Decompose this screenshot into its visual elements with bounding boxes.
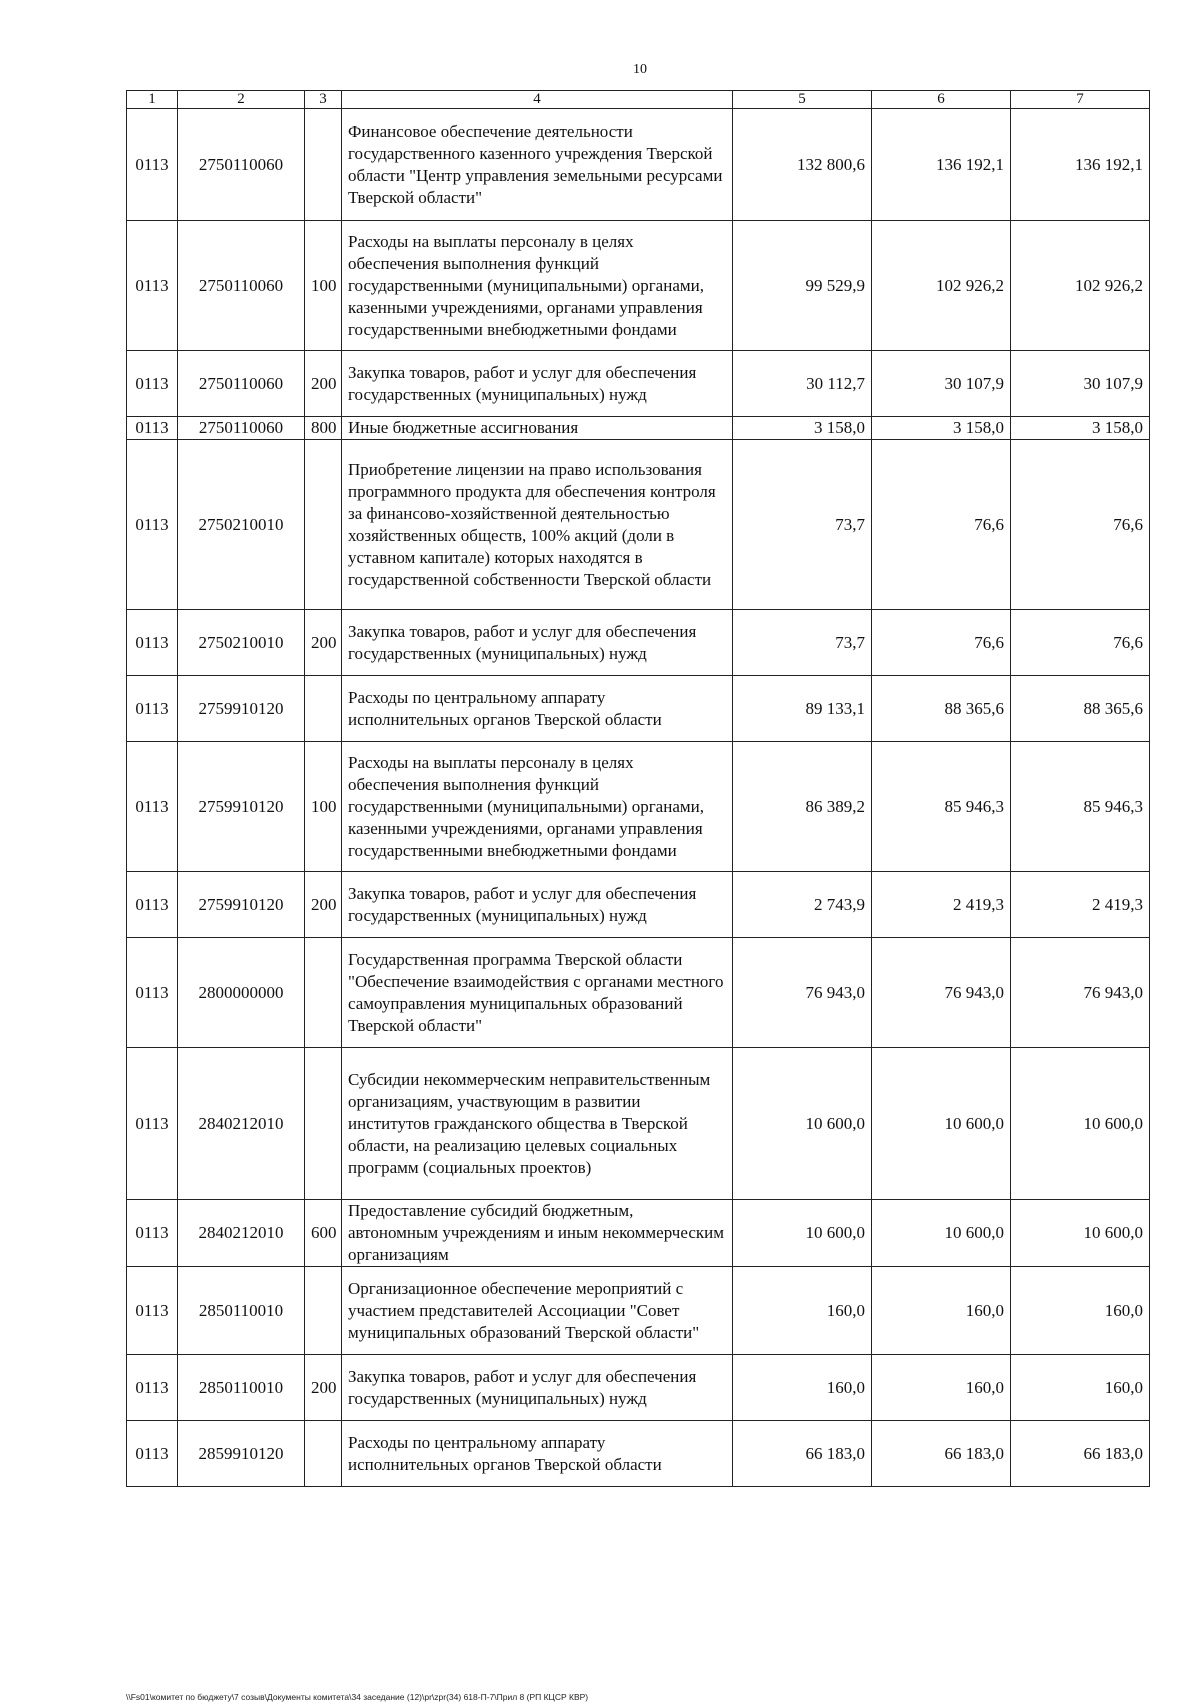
- amount-col5-cell: 73,7: [733, 610, 872, 676]
- amount-col6-cell: 30 107,9: [872, 351, 1011, 417]
- amount-col5-cell: 89 133,1: [733, 676, 872, 742]
- table-row: [127, 610, 1150, 676]
- amount-col7-cell: 10 600,0: [1011, 1200, 1150, 1267]
- amount-col5-cell: 73,7: [733, 440, 872, 610]
- table-row: [127, 1421, 1150, 1487]
- expense-type-code-cell: 100: [305, 221, 342, 351]
- expense-type-code-cell: 200: [305, 351, 342, 417]
- section-code-cell: 0113: [127, 872, 178, 938]
- amount-col6-cell: 10 600,0: [872, 1200, 1011, 1267]
- expense-type-code-cell: 200: [305, 610, 342, 676]
- target-article-code-cell: 2750210010: [178, 440, 305, 610]
- amount-col5-cell: 160,0: [733, 1355, 872, 1421]
- target-article-code-cell: 2750110060: [178, 221, 305, 351]
- amount-col6-cell: 2 419,3: [872, 872, 1011, 938]
- target-article-code-cell: 2759910120: [178, 742, 305, 872]
- table-row: [127, 742, 1150, 872]
- section-code-cell: 0113: [127, 1355, 178, 1421]
- description-cell: Расходы на выплаты персоналу в целях обеспечения выполнения функций государственными (муниципальными) органами, казенными учреждениями, органами управления государственными внебюджетными фондами: [342, 742, 733, 872]
- target-article-code-cell: 2750110060: [178, 351, 305, 417]
- amount-col7-cell: 76,6: [1011, 440, 1150, 610]
- description-cell: Иные бюджетные ассигнования: [342, 417, 733, 440]
- amount-col6-cell: 85 946,3: [872, 742, 1011, 872]
- description-cell: Расходы на выплаты персоналу в целях обеспечения выполнения функций государственными (муниципальными) органами, казенными учреждениями, органами управления государственными внебюджетными фондами: [342, 221, 733, 351]
- amount-col5-cell: 86 389,2: [733, 742, 872, 872]
- description-cell: Закупка товаров, работ и услуг для обеспечения государственных (муниципальных) нужд: [342, 610, 733, 676]
- amount-col7-cell: 76 943,0: [1011, 938, 1150, 1048]
- expense-type-code-cell: 200: [305, 1355, 342, 1421]
- amount-col5-cell: 2 743,9: [733, 872, 872, 938]
- expense-type-code-cell: 600: [305, 1200, 342, 1267]
- target-article-code-cell: 2759910120: [178, 872, 305, 938]
- expense-type-code-cell: 100: [305, 742, 342, 872]
- amount-col5-cell: 132 800,6: [733, 109, 872, 221]
- target-article-code-cell: 2859910120: [178, 1421, 305, 1487]
- amount-col6-cell: 136 192,1: [872, 109, 1011, 221]
- section-code-cell: 0113: [127, 1200, 178, 1267]
- amount-col6-cell: 10 600,0: [872, 1048, 1011, 1200]
- table-row: [127, 938, 1150, 1048]
- amount-col7-cell: 136 192,1: [1011, 109, 1150, 221]
- section-code-cell: 0113: [127, 109, 178, 221]
- expense-type-code-cell: [305, 109, 342, 221]
- section-code-cell: 0113: [127, 676, 178, 742]
- target-article-code-cell: 2750210010: [178, 610, 305, 676]
- amount-col7-cell: 160,0: [1011, 1355, 1150, 1421]
- amount-col7-cell: 102 926,2: [1011, 221, 1150, 351]
- amount-col5-cell: 66 183,0: [733, 1421, 872, 1487]
- amount-col6-cell: 102 926,2: [872, 221, 1011, 351]
- amount-col5-cell: 3 158,0: [733, 417, 872, 440]
- description-cell: Государственная программа Тверской области "Обеспечение взаимодействия с органами местного самоуправления муниципальных образований Тверской области": [342, 938, 733, 1048]
- section-code-cell: 0113: [127, 440, 178, 610]
- amount-col7-cell: 30 107,9: [1011, 351, 1150, 417]
- amount-col6-cell: 160,0: [872, 1355, 1011, 1421]
- column-header: 2: [178, 91, 305, 109]
- target-article-code-cell: 2850110010: [178, 1355, 305, 1421]
- table-row: [127, 440, 1150, 610]
- amount-col5-cell: 160,0: [733, 1267, 872, 1355]
- column-header: 6: [872, 91, 1011, 109]
- budget-table: [126, 90, 1150, 1487]
- expense-type-code-cell: [305, 1048, 342, 1200]
- amount-col7-cell: 76,6: [1011, 610, 1150, 676]
- amount-col5-cell: 99 529,9: [733, 221, 872, 351]
- amount-col6-cell: 76 943,0: [872, 938, 1011, 1048]
- table-row: [127, 221, 1150, 351]
- description-cell: Предоставление субсидий бюджетным, автономным учреждениям и иным некоммерческим организациям: [342, 1200, 733, 1267]
- target-article-code-cell: 2759910120: [178, 676, 305, 742]
- amount-col7-cell: 2 419,3: [1011, 872, 1150, 938]
- amount-col7-cell: 66 183,0: [1011, 1421, 1150, 1487]
- table-row: [127, 1267, 1150, 1355]
- page-number: 10: [633, 62, 647, 77]
- amount-col6-cell: 88 365,6: [872, 676, 1011, 742]
- section-code-cell: 0113: [127, 1048, 178, 1200]
- expense-type-code-cell: [305, 1267, 342, 1355]
- column-header: 3: [305, 91, 342, 109]
- description-cell: Закупка товаров, работ и услуг для обеспечения государственных (муниципальных) нужд: [342, 351, 733, 417]
- amount-col7-cell: 10 600,0: [1011, 1048, 1150, 1200]
- amount-col6-cell: 160,0: [872, 1267, 1011, 1355]
- description-cell: Расходы по центральному аппарату исполнительных органов Тверской области: [342, 676, 733, 742]
- table-row: [127, 417, 1150, 440]
- description-cell: Финансовое обеспечение деятельности государственного казенного учреждения Тверской области "Центр управления земельными ресурсами Тверской области": [342, 109, 733, 221]
- table-row: [127, 1048, 1150, 1200]
- section-code-cell: 0113: [127, 1267, 178, 1355]
- section-code-cell: 0113: [127, 351, 178, 417]
- column-header: 5: [733, 91, 872, 109]
- expense-type-code-cell: [305, 440, 342, 610]
- column-number-row: [127, 91, 1150, 109]
- amount-col5-cell: 30 112,7: [733, 351, 872, 417]
- amount-col6-cell: 76,6: [872, 440, 1011, 610]
- column-header: 4: [342, 91, 733, 109]
- target-article-code-cell: 2800000000: [178, 938, 305, 1048]
- table-row: [127, 676, 1150, 742]
- section-code-cell: 0113: [127, 1421, 178, 1487]
- table-row: [127, 1355, 1150, 1421]
- section-code-cell: 0113: [127, 417, 178, 440]
- target-article-code-cell: 2850110010: [178, 1267, 305, 1355]
- amount-col5-cell: 10 600,0: [733, 1200, 872, 1267]
- description-cell: Приобретение лицензии на право использования программного продукта для обеспечения контроля за финансово-хозяйственной деятельностью хозяйственных обществ, 100% акций (доли в уставном капитале) которых находятся в государственной собственности Тверской области: [342, 440, 733, 610]
- target-article-code-cell: 2840212010: [178, 1200, 305, 1267]
- table-row: [127, 351, 1150, 417]
- target-article-code-cell: 2840212010: [178, 1048, 305, 1200]
- table-row: [127, 109, 1150, 221]
- amount-col6-cell: 3 158,0: [872, 417, 1011, 440]
- description-cell: Субсидии некоммерческим неправительственным организациям, участвующим в развитии институтов гражданского общества в Тверской области, на реализацию целевых социальных программ (социальных проектов): [342, 1048, 733, 1200]
- amount-col7-cell: 88 365,6: [1011, 676, 1150, 742]
- target-article-code-cell: 2750110060: [178, 109, 305, 221]
- target-article-code-cell: 2750110060: [178, 417, 305, 440]
- section-code-cell: 0113: [127, 742, 178, 872]
- description-cell: Закупка товаров, работ и услуг для обеспечения государственных (муниципальных) нужд: [342, 1355, 733, 1421]
- section-code-cell: 0113: [127, 221, 178, 351]
- amount-col5-cell: 76 943,0: [733, 938, 872, 1048]
- expense-type-code-cell: 200: [305, 872, 342, 938]
- description-cell: Закупка товаров, работ и услуг для обеспечения государственных (муниципальных) нужд: [342, 872, 733, 938]
- expense-type-code-cell: 800: [305, 417, 342, 440]
- expense-type-code-cell: [305, 676, 342, 742]
- table-row: [127, 872, 1150, 938]
- footer-file-path: \\Fs01\комитет по бюджету\7 созыв\Документы комитета\34 заседание (12)\pr\zpr(34) 618-П-7\Прил 8 (РП КЦСР КВР): [126, 1692, 589, 1702]
- amount-col7-cell: 160,0: [1011, 1267, 1150, 1355]
- table-row: [127, 1200, 1150, 1267]
- amount-col7-cell: 3 158,0: [1011, 417, 1150, 440]
- amount-col6-cell: 76,6: [872, 610, 1011, 676]
- section-code-cell: 0113: [127, 938, 178, 1048]
- description-cell: Расходы по центральному аппарату исполнительных органов Тверской области: [342, 1421, 733, 1487]
- description-cell: Организационное обеспечение мероприятий с участием представителей Ассоциации "Совет муниципальных образований Тверской области": [342, 1267, 733, 1355]
- expense-type-code-cell: [305, 1421, 342, 1487]
- column-header: 1: [127, 91, 178, 109]
- column-header: 7: [1011, 91, 1150, 109]
- section-code-cell: 0113: [127, 610, 178, 676]
- amount-col6-cell: 66 183,0: [872, 1421, 1011, 1487]
- amount-col5-cell: 10 600,0: [733, 1048, 872, 1200]
- expense-type-code-cell: [305, 938, 342, 1048]
- amount-col7-cell: 85 946,3: [1011, 742, 1150, 872]
